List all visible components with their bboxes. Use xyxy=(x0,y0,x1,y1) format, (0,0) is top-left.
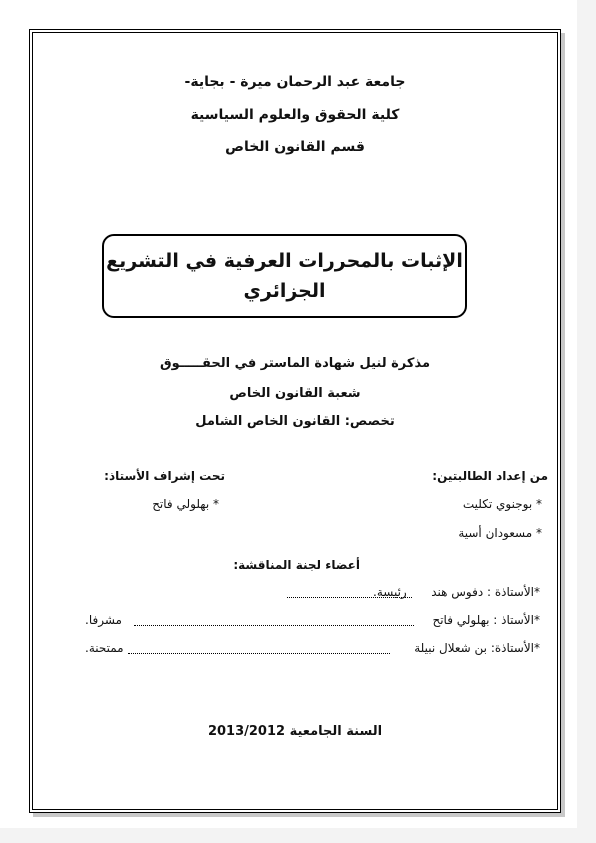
degree-branch: شعبة القانون الخاص xyxy=(229,386,361,401)
thesis-title-line-2: الجزائري xyxy=(243,280,326,302)
committee-member-1 xyxy=(85,585,540,603)
thesis-title-line-1: الإثبات بالمحررات العرفية في التشريع xyxy=(106,250,463,272)
committee-member-role: رئيسة. xyxy=(373,585,407,599)
committee-member-role: مشرفا. xyxy=(85,613,122,627)
committee-member-role: ممتحنة. xyxy=(85,641,124,655)
university-name: جامعة عبد الرحمان ميرة - بجاية- xyxy=(184,74,406,90)
department-name: قسم القانون الخاص xyxy=(225,139,365,155)
committee-member-name: *الأستاذة: بن شعلال نبيلة xyxy=(414,641,540,655)
committee-member-2 xyxy=(85,613,540,631)
supervisor-name: * بهلولي فاتح xyxy=(152,497,219,511)
thesis-title-box xyxy=(102,234,467,318)
degree-memo: مذكرة لنيل شهادة الماستر في الحقـــــوق xyxy=(159,356,431,371)
dotted-leader xyxy=(134,625,414,626)
supervisor-label: تحت إشراف الأستاذ: xyxy=(104,469,225,483)
committee-member-3 xyxy=(85,641,540,659)
dotted-leader xyxy=(128,653,390,654)
page-edge-shadow-bottom xyxy=(0,828,596,843)
committee-member-name: *الأستاذ : بهلولي فاتح xyxy=(432,613,540,627)
degree-specialty: تخصص: القانون الخاص الشامل xyxy=(195,414,395,429)
frame-shadow-bottom xyxy=(33,813,565,817)
page-edge-shadow-right xyxy=(577,0,596,843)
frame-shadow-right xyxy=(561,33,565,815)
authors-label: من إعداد الطالبتين: xyxy=(432,469,548,483)
committee-label: أعضاء لجنة المناقشة: xyxy=(233,558,360,572)
academic-year: السنة الجامعية 2013/2012 xyxy=(207,724,383,739)
faculty-name: كلية الحقوق والعلوم السياسية xyxy=(190,107,400,123)
author-name-1: * بوجنوي تكليت xyxy=(462,497,542,511)
committee-member-name: *الأستاذة : دفوس هند xyxy=(431,585,540,599)
author-name-2: * مسعودان أسية xyxy=(458,526,542,540)
